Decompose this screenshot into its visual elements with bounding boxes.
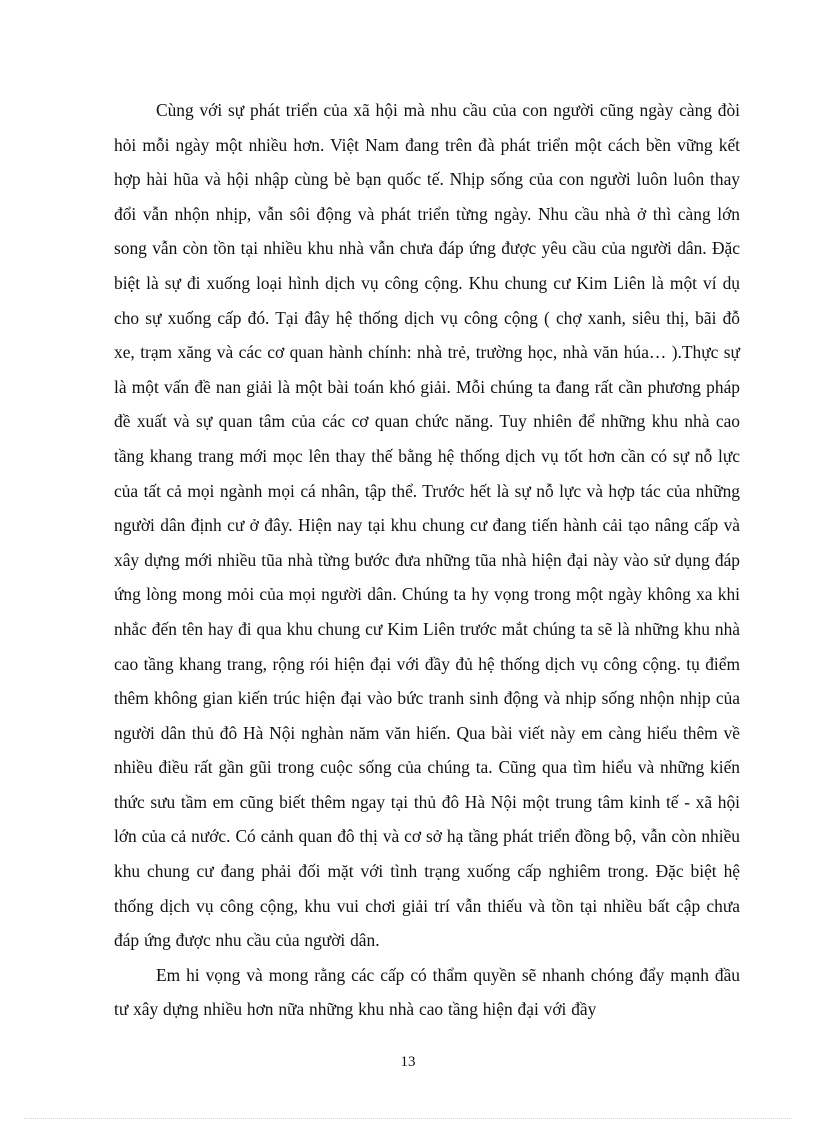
- body-text: [114, 93, 740, 1027]
- page-number: 13: [400, 1054, 416, 1070]
- paragraph-2: Em hi vọng và mong rằng các cấp có thẩm quyền sẽ nhanh chóng đẩy mạnh đầu tư xây dựng nhiều hơn nữa những khu nhà cao tầng hiện đại với đầy: [114, 964, 740, 1020]
- paragraph-1: Cùng với sự phát triển của xã hội mà nhu cầu của con người cũng ngày càng đòi hỏi mỗi ngày một nhiều hơn. Việt Nam đang trên đà phát triển một cách bền vững kết hợp hài hũa và hội nhập cùng bè bạn quốc tế. Nhịp sống của con người luôn luôn thay đổi vẫn nhộn nhịp, vẫn sôi động và phát triển từng ngày. Nhu cầu nhà ở thì càng lớn song vẫn còn tồn tại nhiều khu nhà vẫn chưa đáp ứng được yêu cầu của người dân. Đặc biệt là sự đi xuống loại hình dịch vụ công cộng. Khu chung cư Kim Liên là một ví dụ cho sự xuống cấp đó. Tại đây hệ thống dịch vụ công cộng ( chợ xanh, siêu thị, bãi đỗ xe, trạm xăng và các cơ quan hành chính: nhà trẻ, trường học, nhà văn húa… ).Thực sự là một vấn đề nan giải là một bài toán khó giải. Mỗi chúng ta đang rất cần phương pháp đề xuất và sự quan tâm của các cơ quan chức năng. Tuy nhiên để những khu nhà cao tầng khang trang mới mọc lên thay thế bằng hệ thống dịch vụ tốt hơn cần có sự nỗ lực của tất cả mọi ngành mọi cá nhân, tập thể. Trước hết là sự nỗ lực và hợp tác của những người dân định cư ở đây. Hiện nay tại khu chung cư đang tiến hành cải tạo nâng cấp và xây dựng mới nhiều tũa nhà từng bước đưa những tũa nhà hiện đại này vào sử dụng đáp ứng lòng mong mỏi của mọi người dân. Chúng ta hy vọng trong một ngày không xa khi nhắc đến tên hay đi qua khu chung cư Kim Liên trước mắt chúng ta sẽ là những khu nhà cao tầng khang trang, rộng rói hiện đại với đầy đủ hệ thống dịch vụ công cộng. tụ điểm thêm không gian kiến trúc hiện đại vào bức tranh sinh động và nhịp sống nhộn nhịp của người dân thủ đô Hà Nội nghàn năm văn hiến. Qua bài viết này em càng hiểu thêm về nhiều điều rất gần gũi trong cuộc sống của chúng ta. Cũng qua tìm hiểu và những kiến thức sưu tầm em cũng biết thêm ngay tại thủ đô Hà Nội một trung tâm kinh tế - xã hội lớn của cả nước. Có cảnh quan đô thị và cơ sở hạ tầng phát triển đồng bộ, vẫn còn nhiều khu chung cư đang phải đối mặt với tình trạng xuống cấp nghiêm trong. Đặc biệt hệ thống dịch vụ công cộng, khu vui chơi giải trí vẫn thiếu và tồn tại nhiều bất cập chưa đáp ứng được nhu cầu của người dân.: [114, 100, 740, 951]
- page-bottom-divider: [24, 1118, 792, 1119]
